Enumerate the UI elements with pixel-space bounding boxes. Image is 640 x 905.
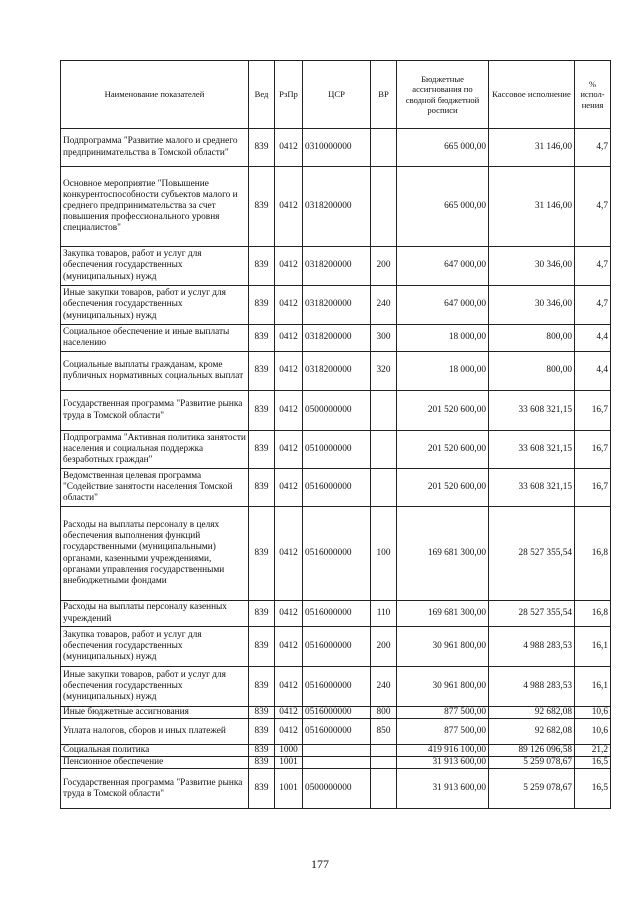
header-csr: ЦСР	[303, 61, 371, 129]
header-pct: % испол- нения	[575, 61, 611, 129]
header-name: Наименование показателей	[61, 61, 249, 129]
cell-ved: 839	[249, 627, 275, 667]
cell-ved: 839	[249, 469, 275, 507]
cell-rzpr: 0412	[275, 325, 303, 352]
cell-rzpr: 0412	[275, 129, 303, 167]
cell-ved: 839	[249, 431, 275, 469]
cell-vr: 240	[371, 286, 397, 325]
cell-csr: 0318200000	[303, 352, 371, 391]
cell-vr	[371, 167, 397, 247]
cell-ved: 839	[249, 707, 275, 719]
cell-csr: 0310000000	[303, 129, 371, 167]
cell-name: Ведомственная целевая программа "Содействие занятости населения Томской области"	[61, 469, 249, 507]
cell-pct: 16,1	[575, 627, 611, 667]
table-row	[61, 601, 611, 627]
table-row	[61, 129, 611, 167]
cell-cash: 92 682,08	[489, 719, 575, 745]
cell-vr	[371, 431, 397, 469]
cell-pct: 4,7	[575, 286, 611, 325]
cell-csr: 0510000000	[303, 431, 371, 469]
cell-name: Иные закупки товаров, работ и услуг для обеспечения государственных (муниципальных) нужд	[61, 286, 249, 325]
cell-budget: 169 681 300,00	[397, 601, 489, 627]
cell-rzpr: 0412	[275, 719, 303, 745]
cell-budget: 18 000,00	[397, 325, 489, 352]
cell-rzpr: 0412	[275, 667, 303, 707]
header-budget: Бюджетные ассигнования по сводной бюджетной росписи	[397, 61, 489, 129]
cell-csr: 0516000000	[303, 707, 371, 719]
cell-name: Иные закупки товаров, работ и услуг для обеспечения государственных (муниципальных) нужд	[61, 667, 249, 707]
table-row	[61, 325, 611, 352]
cell-ved: 839	[249, 325, 275, 352]
cell-cash: 30 346,00	[489, 286, 575, 325]
cell-name: Закупка товаров, работ и услуг для обеспечения государственных (муниципальных) нужд	[61, 627, 249, 667]
cell-ved: 839	[249, 719, 275, 745]
cell-budget: 647 000,00	[397, 286, 489, 325]
cell-vr	[371, 129, 397, 167]
cell-budget: 665 000,00	[397, 167, 489, 247]
cell-rzpr: 0412	[275, 391, 303, 431]
table-row	[61, 745, 611, 757]
cell-cash: 92 682,08	[489, 707, 575, 719]
table-row	[61, 757, 611, 769]
cell-pct: 10,6	[575, 707, 611, 719]
table-row	[61, 507, 611, 601]
cell-pct: 4,4	[575, 352, 611, 391]
cell-cash: 5 259 078,67	[489, 769, 575, 809]
cell-pct: 16,1	[575, 667, 611, 707]
cell-cash: 30 346,00	[489, 247, 575, 286]
cell-cash: 4 988 283,53	[489, 627, 575, 667]
header-cash: Кассовое исполнение	[489, 61, 575, 129]
cell-cash: 31 146,00	[489, 167, 575, 247]
cell-name: Социальное обеспечение и иные выплаты населению	[61, 325, 249, 352]
cell-budget: 18 000,00	[397, 352, 489, 391]
cell-vr: 100	[371, 507, 397, 601]
cell-pct: 4,7	[575, 247, 611, 286]
cell-vr: 200	[371, 627, 397, 667]
cell-name: Расходы на выплаты персоналу казенных учреждений	[61, 601, 249, 627]
header-rzpr: РзПр	[275, 61, 303, 129]
cell-csr: 0516000000	[303, 667, 371, 707]
cell-ved: 839	[249, 352, 275, 391]
cell-cash: 33 608 321,15	[489, 469, 575, 507]
cell-ved: 839	[249, 286, 275, 325]
cell-name: Подпрограмма "Активная политика занятости населения и социальная поддержка безработных граждан"	[61, 431, 249, 469]
cell-csr: 0516000000	[303, 469, 371, 507]
cell-name: Расходы на выплаты персоналу в целях обеспечения выполнения функций государственными (муниципальными) органами, казенными учреждениями, органами управления государственными внебюджетными фондами	[61, 507, 249, 601]
header-vr: ВР	[371, 61, 397, 129]
cell-pct: 16,7	[575, 469, 611, 507]
cell-name: Государственная программа "Развитие рынка труда в Томской области"	[61, 769, 249, 809]
cell-name: Социальные выплаты гражданам, кроме публичных нормативных социальных выплат	[61, 352, 249, 391]
cell-csr: 0318200000	[303, 167, 371, 247]
cell-vr	[371, 757, 397, 769]
table-row	[61, 667, 611, 707]
cell-vr	[371, 391, 397, 431]
cell-rzpr: 0412	[275, 601, 303, 627]
cell-budget: 201 520 600,00	[397, 431, 489, 469]
table-row	[61, 769, 611, 809]
cell-pct: 16,8	[575, 601, 611, 627]
table-row	[61, 167, 611, 247]
cell-pct: 4,7	[575, 129, 611, 167]
table-row	[61, 627, 611, 667]
cell-rzpr: 0412	[275, 167, 303, 247]
cell-name: Иные бюджетные ассигнования	[61, 707, 249, 719]
cell-ved: 839	[249, 167, 275, 247]
cell-vr: 850	[371, 719, 397, 745]
table-row	[61, 391, 611, 431]
cell-cash: 28 527 355,54	[489, 507, 575, 601]
cell-budget: 30 961 800,00	[397, 667, 489, 707]
cell-vr	[371, 769, 397, 809]
cell-pct: 10,6	[575, 719, 611, 745]
cell-budget: 877 500,00	[397, 719, 489, 745]
cell-ved: 839	[249, 507, 275, 601]
cell-cash: 33 608 321,15	[489, 431, 575, 469]
cell-pct: 21,2	[575, 745, 611, 757]
cell-csr: 0318200000	[303, 247, 371, 286]
cell-budget: 30 961 800,00	[397, 627, 489, 667]
cell-name: Государственная программа "Развитие рынка труда в Томской области"	[61, 391, 249, 431]
cell-name: Подпрограмма "Развитие малого и среднего предпринимательства в Томской области"	[61, 129, 249, 167]
cell-vr	[371, 469, 397, 507]
cell-csr: 0318200000	[303, 286, 371, 325]
cell-budget: 877 500,00	[397, 707, 489, 719]
cell-vr: 200	[371, 247, 397, 286]
cell-pct: 16,7	[575, 391, 611, 431]
cell-vr: 320	[371, 352, 397, 391]
cell-rzpr: 0412	[275, 469, 303, 507]
table-row	[61, 247, 611, 286]
cell-rzpr: 0412	[275, 627, 303, 667]
cell-pct: 16,8	[575, 507, 611, 601]
cell-ved: 839	[249, 769, 275, 809]
cell-cash: 89 126 096,58	[489, 745, 575, 757]
cell-csr: 0516000000	[303, 507, 371, 601]
cell-csr	[303, 757, 371, 769]
cell-name: Социальная политика	[61, 745, 249, 757]
cell-ved: 839	[249, 129, 275, 167]
cell-ved: 839	[249, 667, 275, 707]
cell-budget: 201 520 600,00	[397, 469, 489, 507]
cell-rzpr: 0412	[275, 247, 303, 286]
table-row	[61, 431, 611, 469]
cell-pct: 4,7	[575, 167, 611, 247]
cell-cash: 5 259 078,67	[489, 757, 575, 769]
cell-vr: 110	[371, 601, 397, 627]
cell-budget: 169 681 300,00	[397, 507, 489, 601]
cell-vr: 240	[371, 667, 397, 707]
cell-vr: 300	[371, 325, 397, 352]
cell-cash: 4 988 283,53	[489, 667, 575, 707]
cell-pct: 4,4	[575, 325, 611, 352]
cell-name: Основное мероприятие "Повышение конкурентоспособности субъектов малого и среднего предпринимательства за счет повышения профессионального уровня специалистов"	[61, 167, 249, 247]
cell-pct: 16,5	[575, 769, 611, 809]
cell-rzpr: 0412	[275, 507, 303, 601]
cell-pct: 16,7	[575, 431, 611, 469]
cell-budget: 647 000,00	[397, 247, 489, 286]
table-header-row	[61, 61, 611, 129]
cell-rzpr: 1001	[275, 769, 303, 809]
cell-rzpr: 0412	[275, 431, 303, 469]
cell-cash: 800,00	[489, 325, 575, 352]
page-number: 177	[311, 857, 329, 871]
cell-budget: 665 000,00	[397, 129, 489, 167]
cell-name: Уплата налогов, сборов и иных платежей	[61, 719, 249, 745]
cell-csr: 0500000000	[303, 769, 371, 809]
header-ved: Вед	[249, 61, 275, 129]
cell-vr: 800	[371, 707, 397, 719]
cell-ved: 839	[249, 247, 275, 286]
cell-rzpr: 1001	[275, 757, 303, 769]
cell-cash: 33 608 321,15	[489, 391, 575, 431]
cell-ved: 839	[249, 601, 275, 627]
cell-ved: 839	[249, 757, 275, 769]
cell-rzpr: 1000	[275, 745, 303, 757]
table-row	[61, 286, 611, 325]
cell-budget: 201 520 600,00	[397, 391, 489, 431]
cell-rzpr: 0412	[275, 286, 303, 325]
cell-budget: 31 913 600,00	[397, 757, 489, 769]
cell-rzpr: 0412	[275, 707, 303, 719]
cell-ved: 839	[249, 745, 275, 757]
table-row	[61, 719, 611, 745]
cell-rzpr: 0412	[275, 352, 303, 391]
cell-pct: 16,5	[575, 757, 611, 769]
cell-name: Закупка товаров, работ и услуг для обеспечения государственных (муниципальных) нужд	[61, 247, 249, 286]
cell-vr	[371, 745, 397, 757]
cell-cash: 28 527 355,54	[489, 601, 575, 627]
cell-budget: 31 913 600,00	[397, 769, 489, 809]
cell-csr	[303, 745, 371, 757]
cell-cash: 800,00	[489, 352, 575, 391]
cell-csr: 0500000000	[303, 391, 371, 431]
budget-table	[60, 60, 611, 809]
cell-cash: 31 146,00	[489, 129, 575, 167]
table-row	[61, 469, 611, 507]
cell-budget: 419 916 100,00	[397, 745, 489, 757]
table-row	[61, 352, 611, 391]
cell-csr: 0318200000	[303, 325, 371, 352]
cell-name: Пенсионное обеспечение	[61, 757, 249, 769]
cell-csr: 0516000000	[303, 627, 371, 667]
cell-ved: 839	[249, 391, 275, 431]
cell-csr: 0516000000	[303, 601, 371, 627]
table-row	[61, 707, 611, 719]
cell-csr: 0516000000	[303, 719, 371, 745]
